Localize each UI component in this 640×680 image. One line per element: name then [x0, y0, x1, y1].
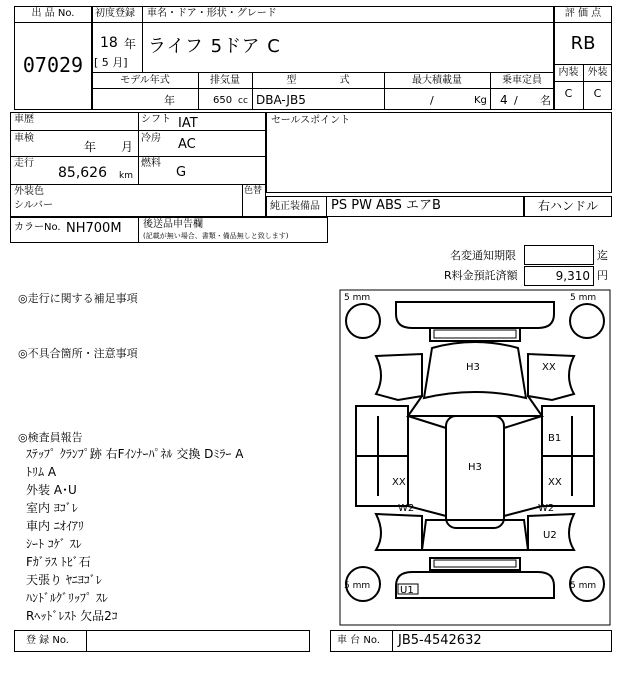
damage-mark: W2 — [538, 503, 555, 514]
overall-score: RB — [570, 33, 596, 54]
damage-mark: XX — [392, 477, 406, 488]
model-code: DBA-JB5 — [256, 93, 306, 107]
color-change-label: 色替 — [244, 186, 263, 196]
inspector-line: ﾄﾘﾑ A — [26, 465, 57, 479]
inspection-year-unit: 年 — [84, 140, 97, 154]
car-damage-diagram — [338, 288, 612, 628]
steering-value: 右ハンドル — [537, 199, 598, 213]
mileage-label: 走行 — [14, 158, 34, 169]
aftermarket-label: 後送品申告欄 — [143, 219, 203, 230]
fuel-label: 燃料 — [141, 158, 161, 169]
name-change-label: 名変通知期限 — [450, 249, 516, 262]
model-year-label: モデル年式 — [120, 75, 170, 86]
displacement-unit: cc — [238, 96, 248, 106]
exterior-label: 外装 — [587, 67, 608, 78]
interior-label: 内装 — [558, 67, 579, 78]
capacity-label: 乗車定員 — [502, 75, 542, 86]
divider — [326, 196, 327, 217]
color-no-label: カラーNo. — [14, 222, 61, 233]
inspector-line: ﾊﾝﾄﾞﾙｸﾞﾘｯﾌﾟ ｽﾚ — [26, 591, 108, 605]
year-unit: 年 — [124, 37, 137, 51]
divider — [142, 6, 143, 72]
capacity-slash: / — [514, 94, 518, 107]
color-no-value: NH700M — [66, 221, 122, 236]
mileage-unit: km — [119, 171, 133, 181]
damage-mark: B1 — [548, 433, 562, 444]
inspector-line: ｼｰﾄ ｺｹﾞ ｽﾚ — [26, 537, 82, 551]
ac-label: 冷房 — [141, 133, 161, 144]
divider — [392, 630, 393, 652]
damage-mark: H3 — [468, 462, 482, 473]
inspector-line: ｽﾃｯﾌﾟ ｸﾗﾝﾌﾟ跡 右Fｲﾝﾅｰﾊﾟﾈﾙ 交換 Dﾐﾗｰ A — [26, 447, 244, 461]
inspection-label: 車検 — [14, 133, 34, 144]
chassis-label: 車 台 No. — [337, 635, 380, 646]
recycle-unit: 円 — [597, 269, 608, 282]
aftermarket-note: (記載が無い場合、書類・備品無しと致します) — [143, 232, 289, 240]
tire-depth-label: 5 mm — [344, 293, 371, 303]
capacity-value: 4 — [500, 93, 508, 107]
first-reg-label: 初度登録 — [95, 8, 135, 19]
capacity-unit: 名 — [540, 94, 551, 107]
name-change-unit: 迄 — [597, 249, 608, 262]
divider — [92, 88, 554, 89]
type-label: 型 式 — [286, 75, 350, 86]
divider — [242, 184, 243, 217]
max-load-label: 最大積載量 — [412, 75, 462, 86]
damage-mark: W2 — [398, 503, 415, 514]
damage-mark: U2 — [543, 530, 557, 541]
tire-depth-label: 5 mm — [344, 581, 371, 591]
reg-no-label: 登 録 No. — [26, 635, 69, 646]
lot-label: 出 品 No. — [31, 8, 75, 19]
lot-number: 07029 — [22, 53, 84, 77]
car-name: ライフ 5ドア C — [148, 36, 281, 57]
ac-value: AC — [178, 137, 196, 152]
defects-label: ◎不具合箇所・注意事項 — [18, 347, 138, 360]
divider — [138, 217, 139, 243]
damage-mark: XX — [548, 477, 562, 488]
damage-mark: H3 — [466, 362, 480, 373]
inspector-line: 外装 A･U — [26, 483, 77, 497]
damage-mark: U1 — [400, 585, 414, 596]
car-label: 車名・ドア・形状・グレード — [147, 8, 277, 19]
inspector-line: 車内 ﾆｵｲｱﾘ — [26, 519, 84, 533]
equipment-label: 純正装備品 — [270, 201, 320, 212]
exterior-grade: C — [593, 87, 602, 100]
divider — [554, 22, 612, 23]
first-reg-year: 18 — [100, 35, 118, 51]
divider — [10, 184, 266, 185]
inspector-report-label: ◎検査員報告 — [18, 431, 83, 444]
inspection-month-unit: 月 — [121, 140, 134, 154]
displacement-value: 650 — [213, 95, 233, 106]
inspector-line: Fｶﾞﾗｽ ﾄﾋﾞ石 — [26, 555, 91, 569]
divider — [92, 22, 554, 23]
mileage-value: 85,626 — [58, 165, 107, 181]
recycle-label: R料金預託済額 — [444, 269, 518, 282]
divider — [92, 72, 554, 73]
divider — [86, 630, 87, 652]
fuel-value: G — [176, 165, 187, 180]
load-slash: / — [430, 94, 434, 107]
sales-points-label: セールスポイント — [271, 115, 351, 126]
color-value: シルバー — [14, 200, 54, 211]
shift-value: IAT — [178, 116, 198, 131]
history-label: 車歴 — [14, 114, 34, 125]
displacement-label: 排気量 — [210, 75, 240, 86]
chassis-number: JB5-4542632 — [398, 633, 482, 648]
tire-depth-label: 5 mm — [570, 581, 597, 591]
damage-mark: XX — [542, 362, 556, 373]
shift-label: シフト — [141, 114, 171, 125]
score-label: 評 価 点 — [564, 8, 602, 19]
color-label: 外装色 — [14, 186, 44, 197]
inspector-line: 室内 ﾖｺﾞﾚ — [26, 501, 78, 515]
divider — [14, 22, 92, 23]
inspector-line: 天張り ﾔﾆﾖｺﾞﾚ — [26, 573, 102, 587]
model-year-unit: 年 — [164, 94, 175, 107]
interior-grade: C — [564, 87, 573, 100]
divider — [10, 156, 266, 157]
first-reg-month: [ 5 月] — [94, 56, 128, 69]
recycle-value: 9,310 — [555, 269, 590, 283]
divider — [138, 112, 139, 184]
inspector-line: Rﾍｯﾄﾞﾚｽﾄ 欠品2ｺ — [26, 609, 118, 623]
equipment-value: PS PW ABS エアB — [331, 198, 441, 213]
load-unit: Kg — [474, 95, 487, 106]
name-change-box — [524, 245, 594, 265]
divider — [10, 130, 266, 131]
driving-notes-label: ◎走行に関する補足事項 — [18, 292, 138, 305]
tire-depth-label: 5 mm — [570, 293, 597, 303]
